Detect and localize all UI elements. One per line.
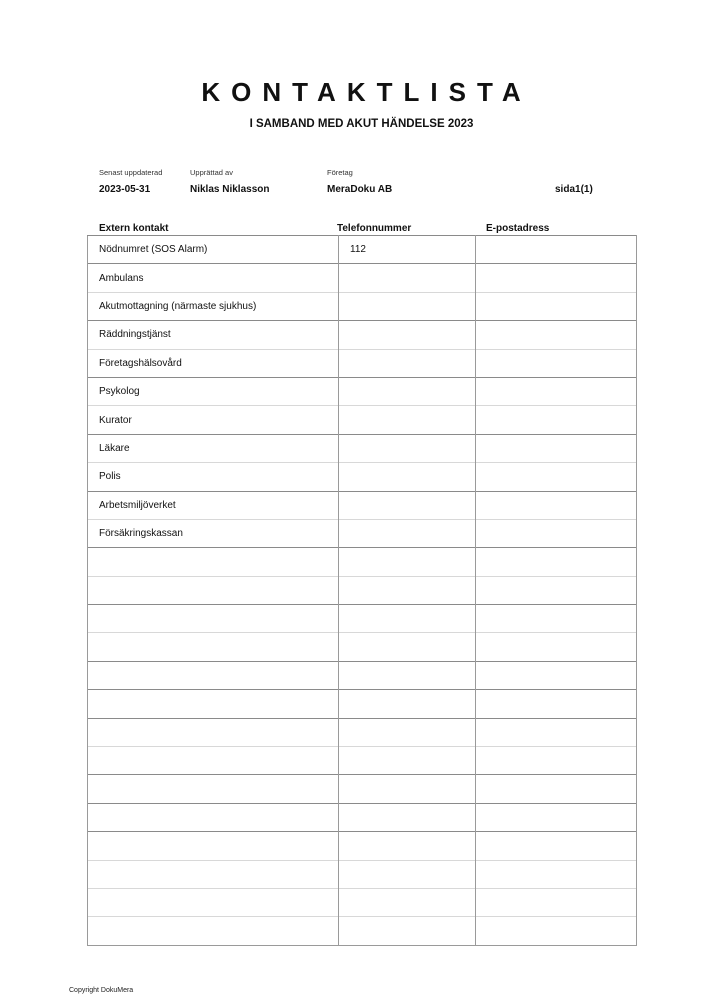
table-row: [88, 321, 637, 349]
phone-cell[interactable]: [339, 406, 476, 434]
table-row: [88, 463, 637, 491]
contact-cell[interactable]: [88, 434, 339, 462]
contact-cell[interactable]: [88, 888, 339, 916]
document-title: KONTAKTLISTA: [201, 77, 532, 107]
phone-cell[interactable]: [339, 718, 476, 746]
contact-cell-text: Läkare: [99, 442, 130, 454]
email-cell[interactable]: [476, 548, 637, 576]
email-cell[interactable]: [476, 264, 637, 292]
document-subtitle: I SAMBAND MED AKUT HÄNDELSE 2023: [249, 118, 474, 130]
email-cell[interactable]: [476, 406, 637, 434]
phone-cell[interactable]: [339, 349, 476, 377]
phone-cell[interactable]: [339, 236, 476, 264]
phone-cell[interactable]: [339, 775, 476, 803]
email-cell[interactable]: [476, 832, 637, 860]
table-row: [88, 236, 637, 264]
table-row: [88, 661, 637, 689]
table-row: [88, 548, 637, 576]
email-cell[interactable]: [476, 236, 637, 264]
phone-cell[interactable]: [339, 321, 476, 349]
author-label: Upprättad av: [190, 168, 233, 177]
email-cell[interactable]: [476, 292, 637, 320]
contact-cell[interactable]: [88, 377, 339, 405]
email-cell[interactable]: [476, 321, 637, 349]
table-row: [88, 633, 637, 661]
contact-table: [87, 235, 637, 946]
author-value: Niklas Niklasson: [190, 184, 270, 195]
phone-cell[interactable]: [339, 633, 476, 661]
contact-cell[interactable]: [88, 803, 339, 831]
phone-cell[interactable]: [339, 917, 476, 945]
phone-cell[interactable]: [339, 434, 476, 462]
contact-cell-text: Företagshälsovård: [99, 357, 182, 369]
contact-cell[interactable]: [88, 406, 339, 434]
phone-cell[interactable]: [339, 832, 476, 860]
email-cell[interactable]: [476, 633, 637, 661]
contact-cell[interactable]: [88, 832, 339, 860]
table-row: [88, 264, 637, 292]
phone-cell[interactable]: [339, 463, 476, 491]
phone-cell[interactable]: [339, 548, 476, 576]
phone-cell[interactable]: [339, 576, 476, 604]
table-row: [88, 377, 637, 405]
contact-cell[interactable]: [88, 690, 339, 718]
contact-cell[interactable]: [88, 747, 339, 775]
phone-cell[interactable]: [339, 661, 476, 689]
contact-cell-text: Arbetsmiljöverket: [99, 499, 176, 511]
phone-cell[interactable]: [339, 292, 476, 320]
email-cell[interactable]: [476, 605, 637, 633]
phone-cell[interactable]: [339, 605, 476, 633]
email-cell[interactable]: [476, 349, 637, 377]
contact-cell[interactable]: [88, 349, 339, 377]
phone-cell[interactable]: [339, 888, 476, 916]
email-cell[interactable]: [476, 661, 637, 689]
contact-cell[interactable]: [88, 491, 339, 519]
table-row: [88, 832, 637, 860]
table-row: [88, 690, 637, 718]
contact-cell[interactable]: [88, 236, 339, 264]
phone-cell[interactable]: [339, 803, 476, 831]
contact-cell[interactable]: [88, 718, 339, 746]
contact-cell-text: Försäkringskassan: [99, 528, 183, 540]
table-row: [88, 349, 637, 377]
contact-cell[interactable]: [88, 264, 339, 292]
table-row: [88, 860, 637, 888]
contact-cell-text: Nödnumret (SOS Alarm): [99, 244, 208, 256]
contact-cell[interactable]: [88, 633, 339, 661]
table-row: [88, 292, 637, 320]
table-row: [88, 519, 637, 547]
contact-cell[interactable]: [88, 463, 339, 491]
phone-cell[interactable]: [339, 747, 476, 775]
column-header-phone: Telefonnummer: [337, 223, 412, 234]
email-cell[interactable]: [476, 860, 637, 888]
contact-cell[interactable]: [88, 605, 339, 633]
column-header-contact: Extern kontakt: [99, 223, 169, 234]
phone-cell[interactable]: [339, 491, 476, 519]
contact-cell-text: Ambulans: [99, 272, 144, 284]
phone-cell[interactable]: [339, 519, 476, 547]
column-header-email: E-postadress: [486, 223, 550, 234]
table-row: [88, 406, 637, 434]
phone-cell[interactable]: [339, 377, 476, 405]
table-row: [88, 491, 637, 519]
email-cell[interactable]: [476, 576, 637, 604]
phone-cell-text: 112: [350, 244, 366, 256]
contact-cell[interactable]: [88, 519, 339, 547]
email-cell[interactable]: [476, 747, 637, 775]
contact-cell[interactable]: [88, 576, 339, 604]
table-row: [88, 576, 637, 604]
email-cell[interactable]: [476, 463, 637, 491]
updated-value: 2023-05-31: [99, 184, 151, 195]
contact-cell[interactable]: [88, 860, 339, 888]
email-cell[interactable]: [476, 519, 637, 547]
table-row: [88, 888, 637, 916]
contact-cell-text: Räddningstjänst: [99, 329, 171, 341]
contact-cell[interactable]: [88, 548, 339, 576]
email-cell[interactable]: [476, 803, 637, 831]
table-row: [88, 775, 637, 803]
table-row: [88, 803, 637, 831]
phone-cell[interactable]: [339, 860, 476, 888]
contact-cell[interactable]: [88, 775, 339, 803]
email-cell[interactable]: [476, 917, 637, 945]
updated-label: Senast uppdaterad: [99, 168, 163, 177]
email-cell[interactable]: [476, 491, 637, 519]
company-label: Företag: [327, 168, 353, 177]
phone-cell[interactable]: [339, 264, 476, 292]
email-cell[interactable]: [476, 888, 637, 916]
table-row: [88, 718, 637, 746]
contact-table-body: [88, 236, 637, 946]
company-value: MeraDoku AB: [327, 184, 393, 195]
contact-cell[interactable]: [88, 917, 339, 945]
contact-cell[interactable]: [88, 661, 339, 689]
copyright-text: Copyright DokuMera: [69, 987, 134, 994]
table-row: [88, 434, 637, 462]
contact-cell-text: Akutmottagning (närmaste sjukhus): [99, 300, 257, 312]
contact-cell-text: Polis: [99, 471, 121, 483]
page-number: sida1(1): [555, 184, 593, 195]
table-row: [88, 747, 637, 775]
contact-cell-text: Kurator: [99, 414, 132, 426]
email-cell[interactable]: [476, 434, 637, 462]
email-cell[interactable]: [476, 718, 637, 746]
contact-cell[interactable]: [88, 321, 339, 349]
table-row: [88, 605, 637, 633]
phone-cell[interactable]: [339, 690, 476, 718]
email-cell[interactable]: [476, 775, 637, 803]
table-row: [88, 917, 637, 945]
contact-cell[interactable]: [88, 292, 339, 320]
email-cell[interactable]: [476, 690, 637, 718]
contact-cell-text: Psykolog: [99, 386, 140, 398]
email-cell[interactable]: [476, 377, 637, 405]
